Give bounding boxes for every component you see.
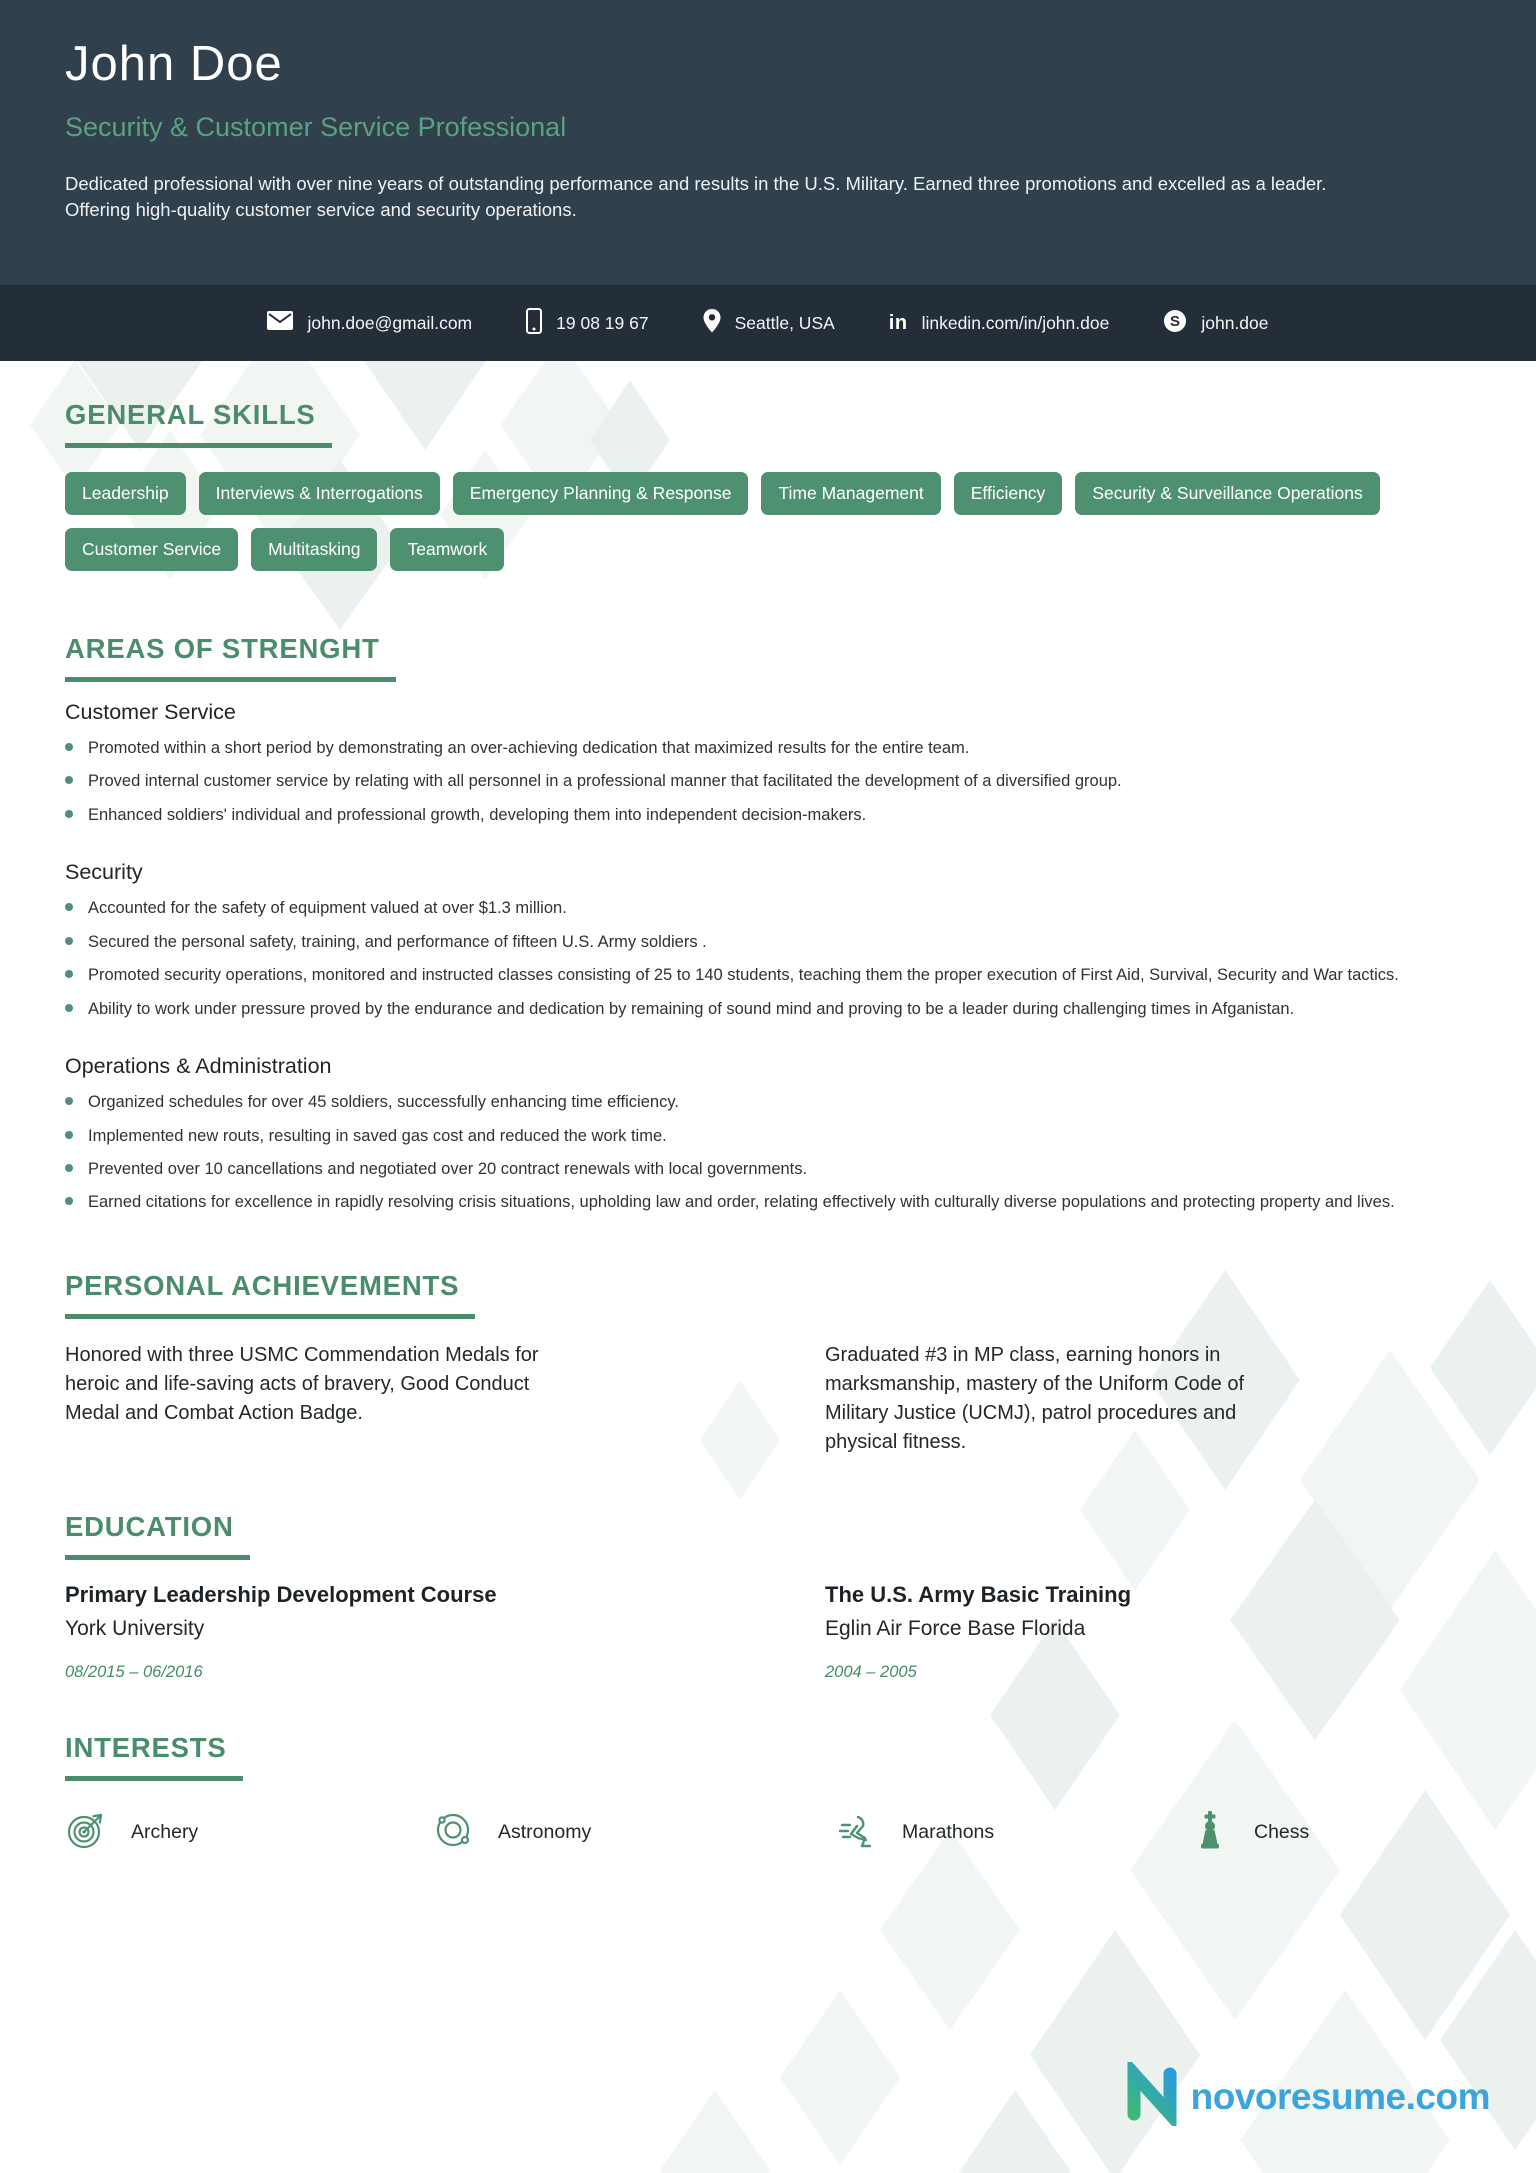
bullet-item <box>65 804 1471 826</box>
interest-marathons <box>834 1809 1190 1857</box>
section-education <box>65 1511 1471 1682</box>
interest-label: Marathons <box>902 1821 995 1844</box>
education-entry <box>825 1582 1471 1682</box>
bullet-dot <box>65 1097 73 1105</box>
phone-icon <box>526 308 542 339</box>
bullet-text: Enhanced soldiers' individual and professional growth, developing them into independent decision-makers. <box>88 805 867 824</box>
skill-badge: Leadership <box>65 472 186 515</box>
bullet-dot <box>65 810 73 818</box>
contact-skype[interactable] <box>1163 309 1268 338</box>
group-title: Security <box>65 860 143 885</box>
education-school: York University <box>65 1616 205 1640</box>
skill-badge: Interviews & Interrogations <box>199 472 440 515</box>
education-title: Primary Leadership Development Course <box>65 1581 497 1607</box>
bullet-dot <box>65 1131 73 1139</box>
section-interests <box>65 1732 1471 1857</box>
contact-bar <box>0 285 1536 361</box>
novoresume-brand-link[interactable] <box>1123 2062 1490 2131</box>
bullet-item <box>65 998 1471 1020</box>
bullet-text: Ability to work under pressure proved by the endurance and dedication by remaining of sound mind and proving to be a leader during challenging times in Afganistan. <box>88 999 1295 1018</box>
education-title: The U.S. Army Basic Training <box>825 1581 1132 1607</box>
interest-label: Astronomy <box>498 1821 592 1844</box>
archery-icon <box>65 1809 107 1857</box>
section-general-skills <box>65 399 1471 571</box>
bullet-dot <box>65 903 73 911</box>
education-dates: 08/2015 – 06/2016 <box>65 1662 203 1681</box>
personal-achievements-heading: PERSONAL ACHIEVEMENTS <box>65 1270 475 1319</box>
group-title: Operations & Administration <box>65 1054 332 1079</box>
linkedin-icon: in <box>888 311 908 334</box>
interest-chess <box>1190 1809 1471 1857</box>
skill-badge: Multitasking <box>251 528 377 571</box>
bullet-item <box>65 1191 1471 1213</box>
achievement-text: Graduated #3 in MP class, earning honors in marksmanship, mastery of the Uniform Code of Military Justice (UCMJ), patrol procedures and physical fitness. <box>825 1343 1245 1453</box>
interest-label: Chess <box>1254 1821 1310 1844</box>
svg-text:S: S <box>1170 312 1181 330</box>
bullet-dot <box>65 1004 73 1012</box>
strength-group-security <box>65 860 1471 1020</box>
section-personal-achievements <box>65 1270 1471 1457</box>
contact-phone-text: 19 08 19 67 <box>556 312 649 333</box>
skype-icon <box>1163 309 1187 338</box>
bullet-dot <box>65 970 73 978</box>
bullet-item <box>65 931 1471 953</box>
areas-of-strength-heading: AREAS OF STRENGHT <box>65 633 396 682</box>
bullet-item <box>65 964 1471 986</box>
education-heading: EDUCATION <box>65 1511 250 1560</box>
astronomy-icon <box>432 1809 474 1857</box>
contact-location-text: Seattle, USA <box>734 312 835 333</box>
skill-badge: Time Management <box>761 472 940 515</box>
bullet-text: Earned citations for excellence in rapidly resolving crisis situations, upholding law and order, relating effectively with culturally diverse populations and protecting property and lives. <box>88 1193 1395 1212</box>
education-school: Eglin Air Force Base Florida <box>825 1616 1086 1640</box>
strength-group-operations <box>65 1054 1471 1214</box>
header <box>0 0 1536 285</box>
skill-badge: Teamwork <box>390 528 504 571</box>
strength-group-customer-service <box>65 700 1471 826</box>
contact-linkedin[interactable] <box>889 312 1110 335</box>
bullet-dot <box>65 776 73 784</box>
bullet-text: Proved internal customer service by relating with all personnel in a professional manner that facilitated the development of a diversified group. <box>88 772 1122 791</box>
interest-astronomy <box>432 1809 834 1857</box>
novoresume-logo-icon <box>1123 2062 1181 2131</box>
brand-text: novoresume.com <box>1190 2075 1490 2117</box>
general-skills-heading: GENERAL SKILLS <box>65 399 332 448</box>
bullet-text: Prevented over 10 cancellations and negotiated over 20 contract renewals with local governments. <box>88 1159 808 1178</box>
interest-label: Archery <box>131 1821 199 1844</box>
contact-location[interactable] <box>703 309 835 338</box>
bullet-dot <box>65 937 73 945</box>
location-icon <box>703 309 721 338</box>
section-areas-of-strength <box>65 633 1471 1214</box>
candidate-title: Security & Customer Service Professional <box>65 112 567 142</box>
bullet-item <box>65 1091 1471 1113</box>
bullet-text: Implemented new routs, resulting in saved gas cost and reduced the work time. <box>88 1126 667 1145</box>
bullet-text: Accounted for the safety of equipment valued at over $1.3 million. <box>88 899 567 918</box>
bullet-text: Promoted within a short period by demonstrating an over-achieving dedication that maximized results for the entire team. <box>88 739 970 757</box>
bullet-dot <box>65 1197 73 1205</box>
interests-heading: INTERESTS <box>65 1732 243 1781</box>
bullet-dot <box>65 743 73 751</box>
contact-phone[interactable] <box>526 308 648 339</box>
bullet-dot <box>65 1164 73 1172</box>
resume-body <box>0 361 1536 1857</box>
candidate-name: John Doe <box>65 37 283 91</box>
contact-email-text: john.doe@gmail.com <box>307 312 473 333</box>
email-icon <box>267 311 293 335</box>
bullet-item <box>65 770 1471 792</box>
bullet-item <box>65 737 1471 759</box>
bullet-item <box>65 897 1471 919</box>
contact-skype-text: john.doe <box>1201 312 1269 333</box>
marathons-icon <box>834 1809 878 1857</box>
bullet-item <box>65 1125 1471 1147</box>
bullet-text: Secured the personal safety, training, and performance of fifteen U.S. Army soldiers . <box>88 932 707 951</box>
bullet-item <box>65 1158 1471 1180</box>
skill-badge: Security & Surveillance Operations <box>1075 472 1379 515</box>
contact-email[interactable] <box>267 311 472 335</box>
chess-icon <box>1190 1809 1230 1857</box>
skill-badges <box>65 472 1471 571</box>
group-title: Customer Service <box>65 700 236 724</box>
contact-linkedin-text: linkedin.com/in/john.doe <box>921 312 1110 333</box>
candidate-summary: Dedicated professional with over nine years of outstanding performance and results in the U.S. Military. Earned three promotions and excelled as a leader. Offering high-quality customer service and security operations. <box>65 173 1327 221</box>
bullet-text: Promoted security operations, monitored and instructed classes consisting of 25 to 140 students, teaching them the proper execution of First Aid, Survival, Security and War tactics. <box>88 966 1399 985</box>
education-dates: 2004 – 2005 <box>825 1662 917 1681</box>
education-entry <box>65 1582 825 1682</box>
skill-badge: Efficiency <box>954 472 1063 515</box>
skill-badge: Emergency Planning & Response <box>453 472 749 515</box>
bullet-text: Organized schedules for over 45 soldiers, successfully enhancing time efficiency. <box>88 1093 679 1112</box>
skill-badge: Customer Service <box>65 528 238 571</box>
interest-archery <box>65 1809 432 1857</box>
achievement-text: Honored with three USMC Commendation Medals for heroic and life-saving acts of bravery, Good Conduct Medal and Combat Action Badge. <box>65 1343 539 1424</box>
